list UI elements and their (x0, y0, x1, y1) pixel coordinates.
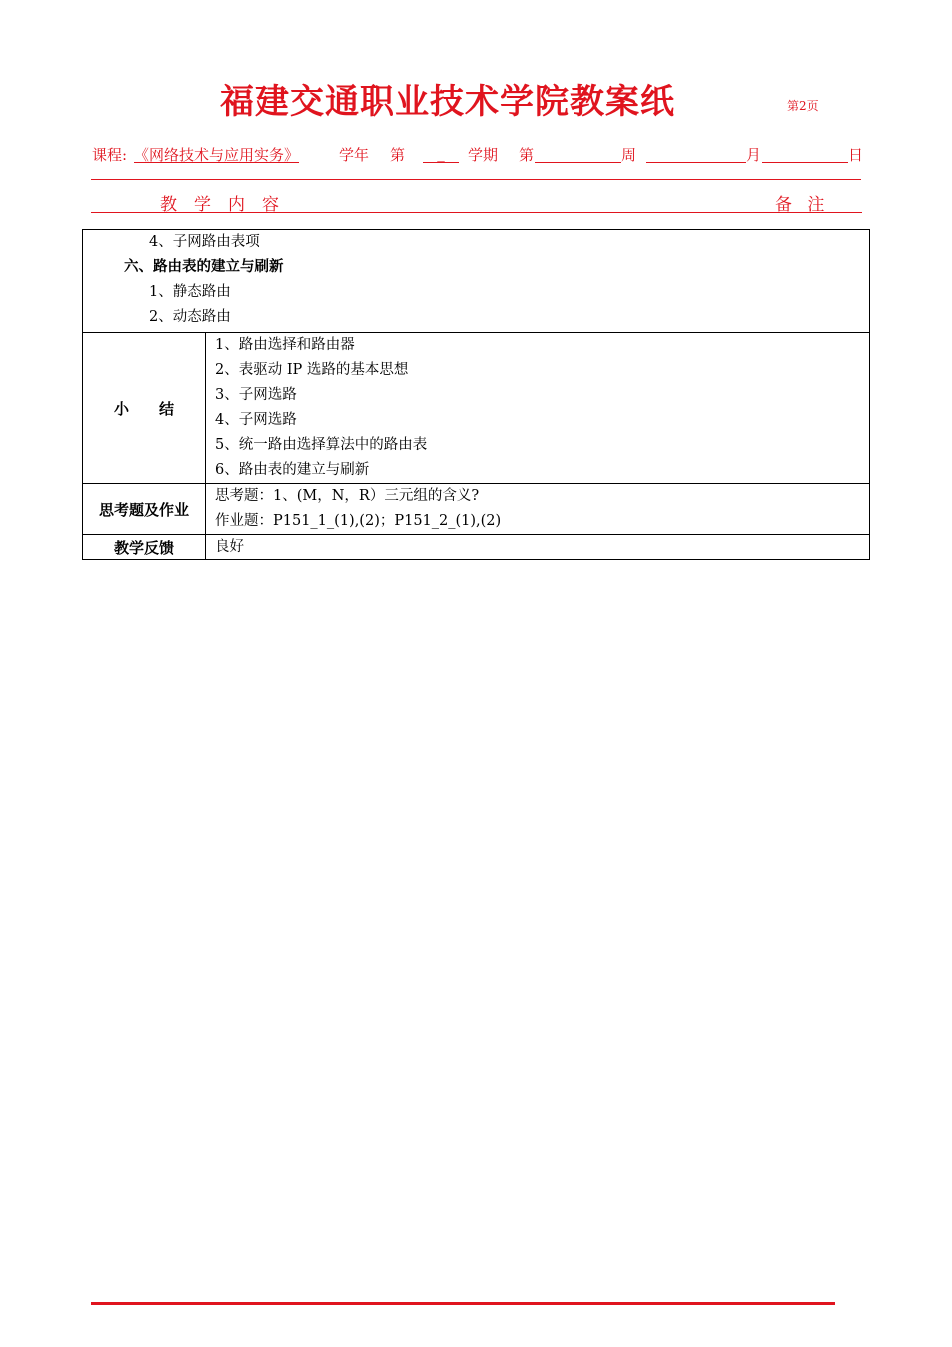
content-line: 2、动态路由 (149, 309, 231, 325)
section-content-heading: 教 学 内 容 (160, 195, 279, 215)
course-info-line (92, 144, 867, 166)
summary-list (215, 333, 869, 483)
month-blank (646, 144, 746, 163)
summary-label: 小 结 (83, 333, 206, 484)
content-line: 1、静态路由 (149, 284, 231, 300)
course-label: 课程: (92, 146, 128, 164)
day-blank (762, 144, 848, 163)
content-line: 六、路由表的建立与刷新 (124, 259, 284, 275)
content-line: 4、子网路由表项 (149, 234, 260, 250)
homework-question: 思考题：1、(M，N，R）三元组的含义? (215, 488, 480, 504)
term-label: 学期 (468, 146, 499, 164)
summary-item: 4、子网选路 (215, 412, 297, 428)
content-lines (83, 230, 869, 330)
feedback-label: 教学反馈 (83, 535, 206, 560)
homework-assignment: 作业题：P151_1_(1),(2)；P151_2_(1),(2) (215, 513, 502, 529)
academic-year-label: 学年 (339, 146, 370, 164)
summary-item: 3、子网选路 (215, 387, 297, 403)
lesson-table (82, 229, 870, 560)
summary-row (83, 333, 870, 484)
homework-label: 思考题及作业 (83, 484, 206, 535)
feedback-row (83, 535, 870, 560)
content-row (83, 230, 870, 333)
term-blank: _ (423, 144, 459, 163)
week-label: 周 (621, 146, 637, 164)
header-divider (91, 179, 861, 180)
footer-divider (91, 1302, 835, 1305)
summary-item: 1、路由选择和路由器 (215, 337, 355, 353)
section-divider (91, 212, 862, 213)
week-blank (535, 144, 621, 163)
page-number: 第2页 (787, 99, 819, 113)
month-label: 月 (746, 146, 762, 164)
summary-item: 2、表驱动 IP 选路的基本思想 (215, 362, 409, 378)
feedback-value: 良好 (215, 539, 244, 555)
term-prefix: 第 (390, 146, 406, 164)
course-name: 《网络技术与应用实务》 (134, 146, 300, 164)
day-label: 日 (848, 146, 864, 164)
summary-item: 5、统一路由选择算法中的路由表 (215, 437, 428, 453)
homework-row (83, 484, 870, 535)
document-title: 福建交通职业技术学院教案纸 (220, 82, 675, 122)
section-remarks-heading: 备 注 (775, 195, 825, 215)
week-prefix: 第 (519, 146, 535, 164)
summary-item: 6、路由表的建立与刷新 (215, 462, 370, 478)
